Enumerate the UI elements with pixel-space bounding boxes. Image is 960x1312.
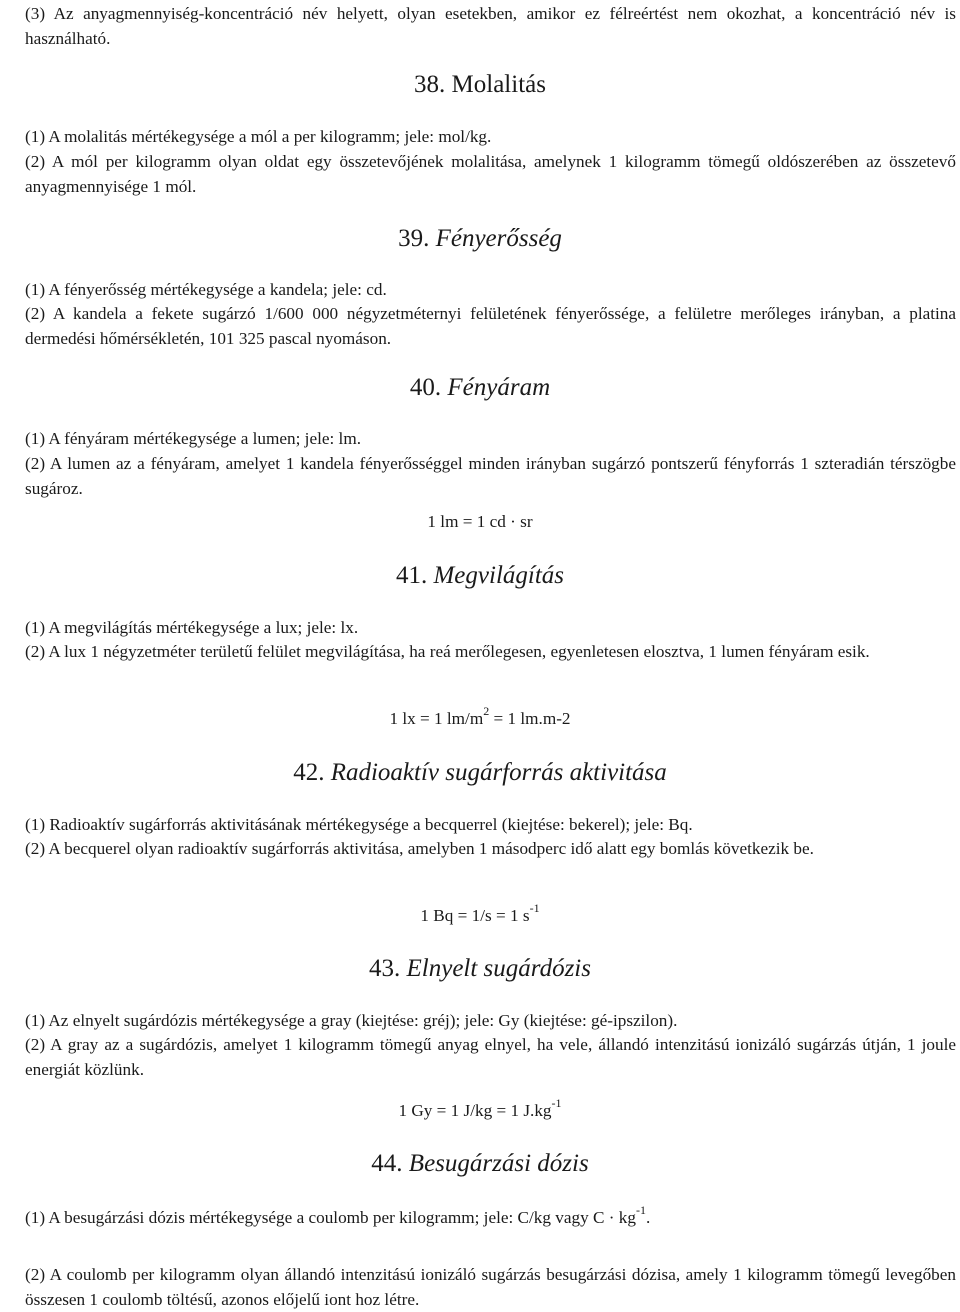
heading-42-radioaktiv (0, 758, 960, 788)
heading-38-molalitas (0, 70, 960, 100)
heading-title: Megvilágítás (433, 562, 565, 589)
paragraph-42-1: (1) Radioaktív sugárforrás aktivitásának mértékegysége a becquerrel (kiejtése: bekerel); jele: Bq. (25, 815, 693, 834)
heading-title: Radioaktív sugárforrás aktivitása (330, 759, 667, 786)
paragraph-40-2: (2) A lumen az a fényáram, amelyet 1 kandela fényerősséggel minden irányban sugárzó pontszerű fényforrás 1 szteradián térszögbe sugároz. (25, 454, 956, 498)
formula-part: 1 Bq = 1/s = 1 s (420, 906, 530, 925)
formula-part: 1 Gy = 1 J/kg = 1 J.kg (398, 1101, 552, 1120)
heading-44-besugarzasi (0, 1149, 960, 1179)
heading-number: 38. (414, 71, 446, 98)
heading-43-elnyelt (0, 954, 960, 984)
paragraph-44-1 (25, 1204, 956, 1232)
formula-part: = 1 lm.m-2 (489, 709, 571, 728)
heading-40-fenyaram (0, 373, 960, 403)
heading-number: 40. (409, 374, 442, 401)
paragraph-43-2: (2) A gray az a sugárdózis, amelyet 1 kilogramm tömegű anyag elnyel, ha vele, állandó intenzitású ionizáló sugárzás útján, 1 joule energiát közlünk. (25, 1035, 956, 1079)
heading-41-megvilagitas (0, 561, 960, 591)
heading-title: Fényáram (447, 374, 551, 401)
paragraph-39-2: (2) A kandela a fekete sugárzó 1/600 000 négyzetméternyi felületének fényerőssége, a felületre merőleges irányban, a platina dermedési hőmérsékletén, 101 325 pascal nyomáson. (25, 304, 956, 348)
heading-number: 44. (371, 1150, 403, 1177)
formula-lumen: 1 lm = 1 cd · sr (427, 512, 533, 531)
formula-gray (0, 1096, 960, 1123)
paragraph-part: . (645, 1208, 651, 1227)
paragraph-42-2: (2) A becquerel olyan radioaktív sugárforrás aktivitása, amelyben 1 másodperc idő alatt egy bomlás következik be. (25, 839, 814, 858)
paragraph-39-1: (1) A fényerősség mértékegysége a kandela; jele: cd. (25, 280, 387, 299)
paragraph-44-2: (2) A coulomb per kilogramm olyan állandó intenzitású ionizáló sugárzás besugárzási dózisa, amely 1 kilogramm tömegű levegőben összesen 1 coulomb töltésű, azonos előjelű iont hoz létre. (25, 1265, 956, 1309)
formula-becquerel (0, 901, 960, 928)
heading-number: 42. (293, 759, 325, 786)
paragraph-concentration-3: (3) Az anyagmennyiség-koncentráció név helyett, olyan esetekben, amikor ez félreértést nem okozhat, a koncentráció név is használható. (25, 4, 956, 48)
formula-lux (0, 704, 960, 731)
heading-title: Fényerősség (435, 225, 562, 252)
paragraph-41-1: (1) A megvilágítás mértékegysége a lux; jele: lx. (25, 618, 359, 637)
heading-number: 41. (395, 562, 428, 589)
paragraph-part: (1) A besugárzási dózis mértékegysége a coulomb per kilogramm; jele: C/kg vagy C · kg (25, 1208, 636, 1227)
paragraph-43-1: (1) Az elnyelt sugárdózis mértékegysége a gray (kiejtése: gréj); jele: Gy (kiejtése: gé-ipszilon). (25, 1011, 678, 1030)
paragraph-40-1: (1) A fényáram mértékegysége a lumen; jele: lm. (25, 429, 361, 448)
heading-number: 43. (369, 955, 401, 982)
paragraph-38-1: (1) A molalitás mértékegysége a mól a per kilogramm; jele: mol/kg. (25, 127, 492, 146)
heading-number: 39. (398, 225, 430, 252)
formula-part: 1 lx = 1 lm/m (389, 709, 484, 728)
heading-title: Molalitás (451, 71, 546, 98)
heading-39-fenyerosseg (0, 224, 960, 254)
formula-superscript: -1 (551, 1096, 562, 1111)
heading-title: Besugárzási dózis (408, 1150, 589, 1177)
superscript: -1 (635, 1203, 646, 1218)
heading-title: Elnyelt sugárdózis (406, 955, 591, 982)
paragraph-38-2: (2) A mól per kilogramm olyan oldat egy összetevőjének molalitása, amelynek 1 kilogramm tömegű oldószerében az összetevő anyagmennyisége 1 mól. (25, 152, 956, 196)
paragraph-41-2: (2) A lux 1 négyzetméter területű felület megvilágítása, ha reá merőlegesen, egyenletesen elosztva, 1 lumen fényáram esik. (25, 642, 870, 661)
formula-superscript: -1 (529, 901, 540, 916)
formula-superscript: 2 (483, 704, 490, 719)
